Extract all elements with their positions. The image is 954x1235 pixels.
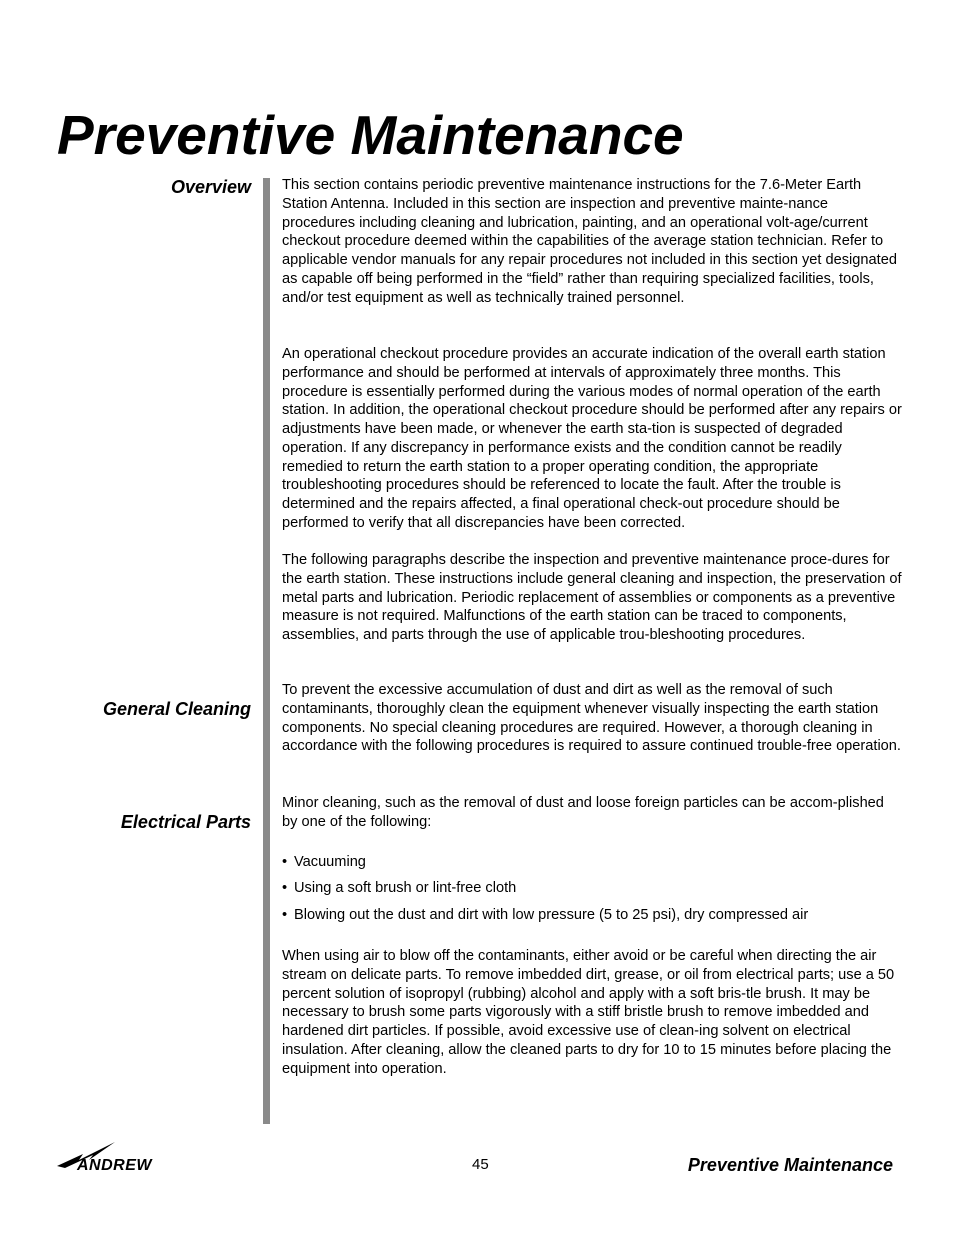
heading-electrical-parts: Electrical Parts: [120, 812, 251, 832]
heading-overview: Overview: [170, 177, 251, 197]
bullet-item: [282, 879, 902, 898]
vertical-rule: [263, 178, 270, 1124]
andrew-logo: [55, 1140, 170, 1176]
footer-section-title: Preventive Maintenance: [687, 1155, 893, 1175]
general-cleaning-paragraph: To prevent the excessive accumulation of dust and dirt as well as the removal of such contaminants, thoroughly clean the equipment whenever visually inspecting the earth station components. No special cleaning procedures are required. However, a thorough cleaning in accordance with the following procedures is required to assure continued trouble-free operation.: [282, 682, 901, 755]
bullet-item: [282, 906, 902, 925]
bullet-item: [282, 853, 902, 872]
bullet-text: Vacuuming: [294, 854, 366, 870]
overview-paragraph-2: An operational checkout procedure provides an accurate indication of the overall earth station performance and should be performed at intervals of approximately three months. This procedure is essentially performed during the various modes of normal operation of the earth station. In addition, the operational checkout procedure should be performed after any repairs or adjustments have been made, or whenever the earth sta-tion is suspected of degraded operation. If any discrepancy in performance exists and the condition cannot be readily remedied to return the earth station to a proper operating condition, the appropriate troubleshooting procedures should be referenced to locate the fault. After the trouble is determined and the repairs affected, a final operational check-out procedure should be performed to verify that all discrepancies have been corrected.: [282, 346, 902, 531]
logo-text: ANDREW: [77, 1157, 152, 1174]
bullet-icon: •: [282, 907, 288, 923]
bullet-text: Blowing out the dust and dirt with low pressure (5 to 25 psi), dry compressed air: [294, 907, 809, 923]
bullet-icon: •: [282, 854, 288, 870]
heading-general-cleaning: General Cleaning: [102, 699, 251, 719]
page-title: Preventive Maintenance: [57, 104, 684, 166]
electrical-parts-closing: When using air to blow off the contaminants, either avoid or be careful when directing the air stream on delicate parts. To remove imbedded dirt, grease, or oil from electrical parts; use a 50 percent solution of isopropyl (rubbing) alcohol and apply with a soft bris-tle brush. It may be necessary to brush some parts vigorously with a stiff bristle brush to remove imbedded and hardened dirt particles. If possible, avoid excessive use of clean-ing solvent on electrical insulation. After cleaning, allow the cleaned parts to dry for 10 to 15 minutes before placing the equipment into operation.: [282, 948, 895, 1077]
bullet-text: Using a soft brush or lint-free cloth: [294, 880, 517, 896]
overview-paragraph-3: The following paragraphs describe the inspection and preventive maintenance proce-dures for the earth station. These instructions include general cleaning and inspection, the preservation of metal parts and lubrication. Periodic replacement of assemblies or components as a preventive measure is not required. Malfunctions of the earth station can be traced to components, assemblies, and parts through the use of applicable trou-bleshooting procedures.: [282, 552, 902, 643]
bullet-icon: •: [282, 880, 288, 896]
electrical-parts-intro: Minor cleaning, such as the removal of dust and loose foreign particles can be accom-plished by one of the following:: [282, 795, 884, 830]
page-number: 45: [472, 1156, 489, 1173]
overview-paragraph-1: This section contains periodic preventive maintenance instructions for the 7.6-Meter Earth Station Antenna. Included in this section are inspection and preventive mainte-nance procedures including cleaning and lubrication, painting, and an operational volt-age/current checkout procedure deemed within the capabilities of the average station technician. Refer to applicable vendor manuals for any repair procedures not included in this section yet designated as capable off being performed in the “field” rather than requiring specialized facilities, tools, and/or test equipment as well as technically trained personnel.: [282, 177, 897, 306]
